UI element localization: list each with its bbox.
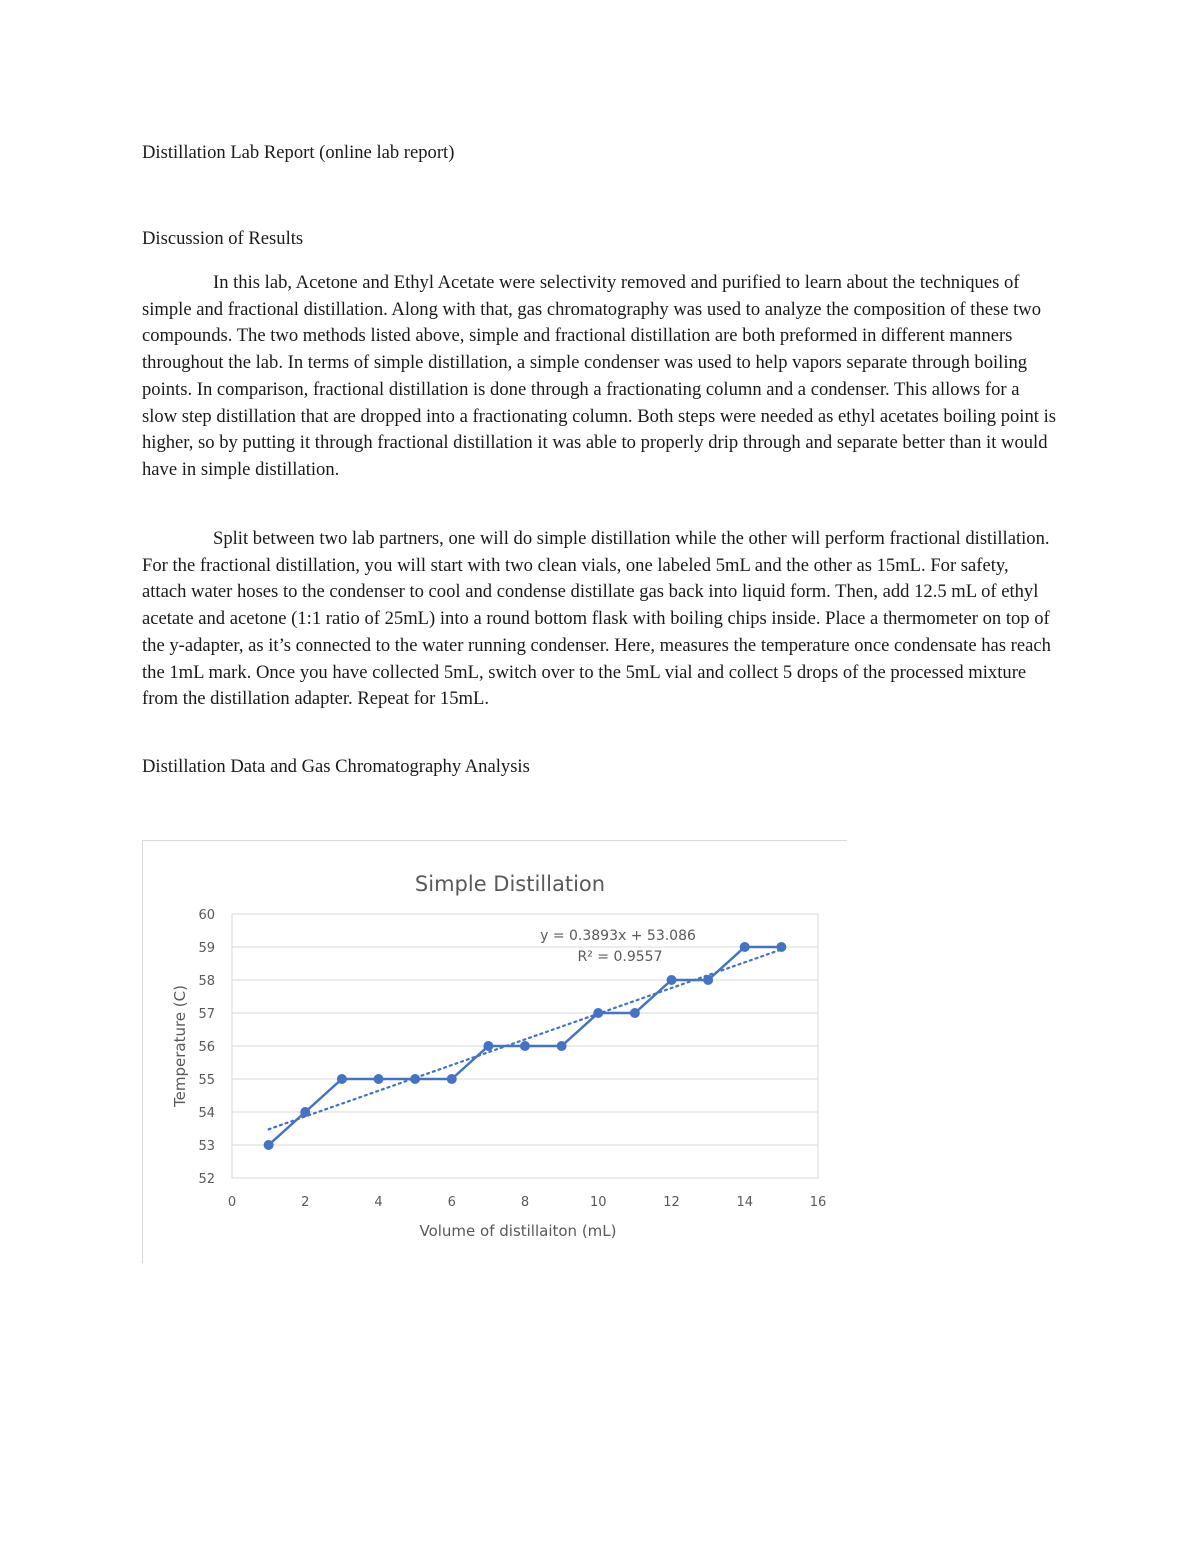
x-tick-label: 4 [374,1195,383,1210]
y-tick-label: 56 [198,1040,215,1055]
y-tick-label: 53 [198,1139,215,1154]
x-tick-label: 0 [227,1195,237,1210]
section-heading-discussion: Discussion of Results [142,228,304,249]
paragraph-2: Split between two lab partners, one will do simple distillation while the other will perform fractional distillation. For the fractional distillation, you will start with two clean vials, one labeled 5mL and the other as 15mL. For safety, attach water hoses to the condenser to cool and condense distillate gas back into liquid form. Then, add 12.5 mL of ethyl acetate and acetone (1:1 ratio of 25mL) into a round bottom flask with boiling chips inside. Place a thermometer on top of the y-adapter, as it’s connected to the water running condenser. Here, measures the temperature once condensate has reach the 1mL mark. Once you have collected 5mL, switch over to the 5mL vial and collect 5 drops of the processed mixture from the distillation adapter. Repeat for 15mL. [142,528,1051,710]
x-tick-label: 6 [447,1195,456,1210]
data-point [557,1041,567,1051]
x-tick-label: 2 [301,1195,310,1210]
document-title: Distillation Lab Report (online lab report) [142,142,455,163]
x-tick-label: 12 [663,1195,680,1210]
chart-container [142,840,847,1263]
data-point [447,1074,457,1084]
simple-distillation-chart [143,841,847,1263]
data-point [740,942,750,952]
data-point [337,1074,347,1084]
data-point [300,1107,310,1117]
y-tick-label: 57 [198,1007,215,1022]
y-axis-label: Temperature (C) [171,985,189,1107]
data-point [483,1041,493,1051]
data-point [630,1008,640,1018]
data-point [593,1008,603,1018]
data-point [667,975,677,985]
data-point [776,942,786,952]
data-point [374,1074,384,1084]
data-point [703,975,713,985]
data-point [410,1074,420,1084]
y-tick-label: 55 [198,1073,215,1088]
x-tick-label: 14 [736,1195,754,1210]
x-tick-label: 16 [809,1195,827,1210]
data-point [264,1140,274,1150]
y-tick-label: 60 [198,908,215,923]
x-tick-label: 10 [589,1195,607,1210]
trendline-r2: R² = 0.9557 [577,949,663,965]
x-axis-label: Volume of distillaiton (mL) [419,1222,617,1240]
y-tick-label: 58 [198,974,215,989]
y-tick-label: 52 [198,1172,215,1187]
data-point [520,1041,530,1051]
section-heading-data: Distillation Data and Gas Chromatography Analysis [142,756,530,777]
y-tick-label: 54 [198,1106,215,1121]
trendline-equation: y = 0.3893x + 53.086 [540,928,696,944]
chart-title: Simple Distillation [414,872,606,896]
y-tick-label: 59 [198,941,215,956]
paragraph-1: In this lab, Acetone and Ethyl Acetate were selectivity removed and purified to learn about the techniques of simple and fractional distillation. Along with that, gas chromatography was used to analyze the composition of these two compounds. The two methods listed above, simple and fractional distillation are both preformed in different manners throughout the lab. In terms of simple distillation, a simple condenser was used to help vapors separate through boiling points. In comparison, fractional distillation is done through a fractionating column and a condenser. This allows for a slow step distillation that are dropped into a fractionating column. Both steps were needed as ethyl acetates boiling point is higher, so by putting it through fractional distillation it was able to properly drip through and separate better than it would have in simple distillation. [142,272,1056,480]
trendline [269,949,782,1129]
x-tick-label: 8 [520,1195,530,1210]
